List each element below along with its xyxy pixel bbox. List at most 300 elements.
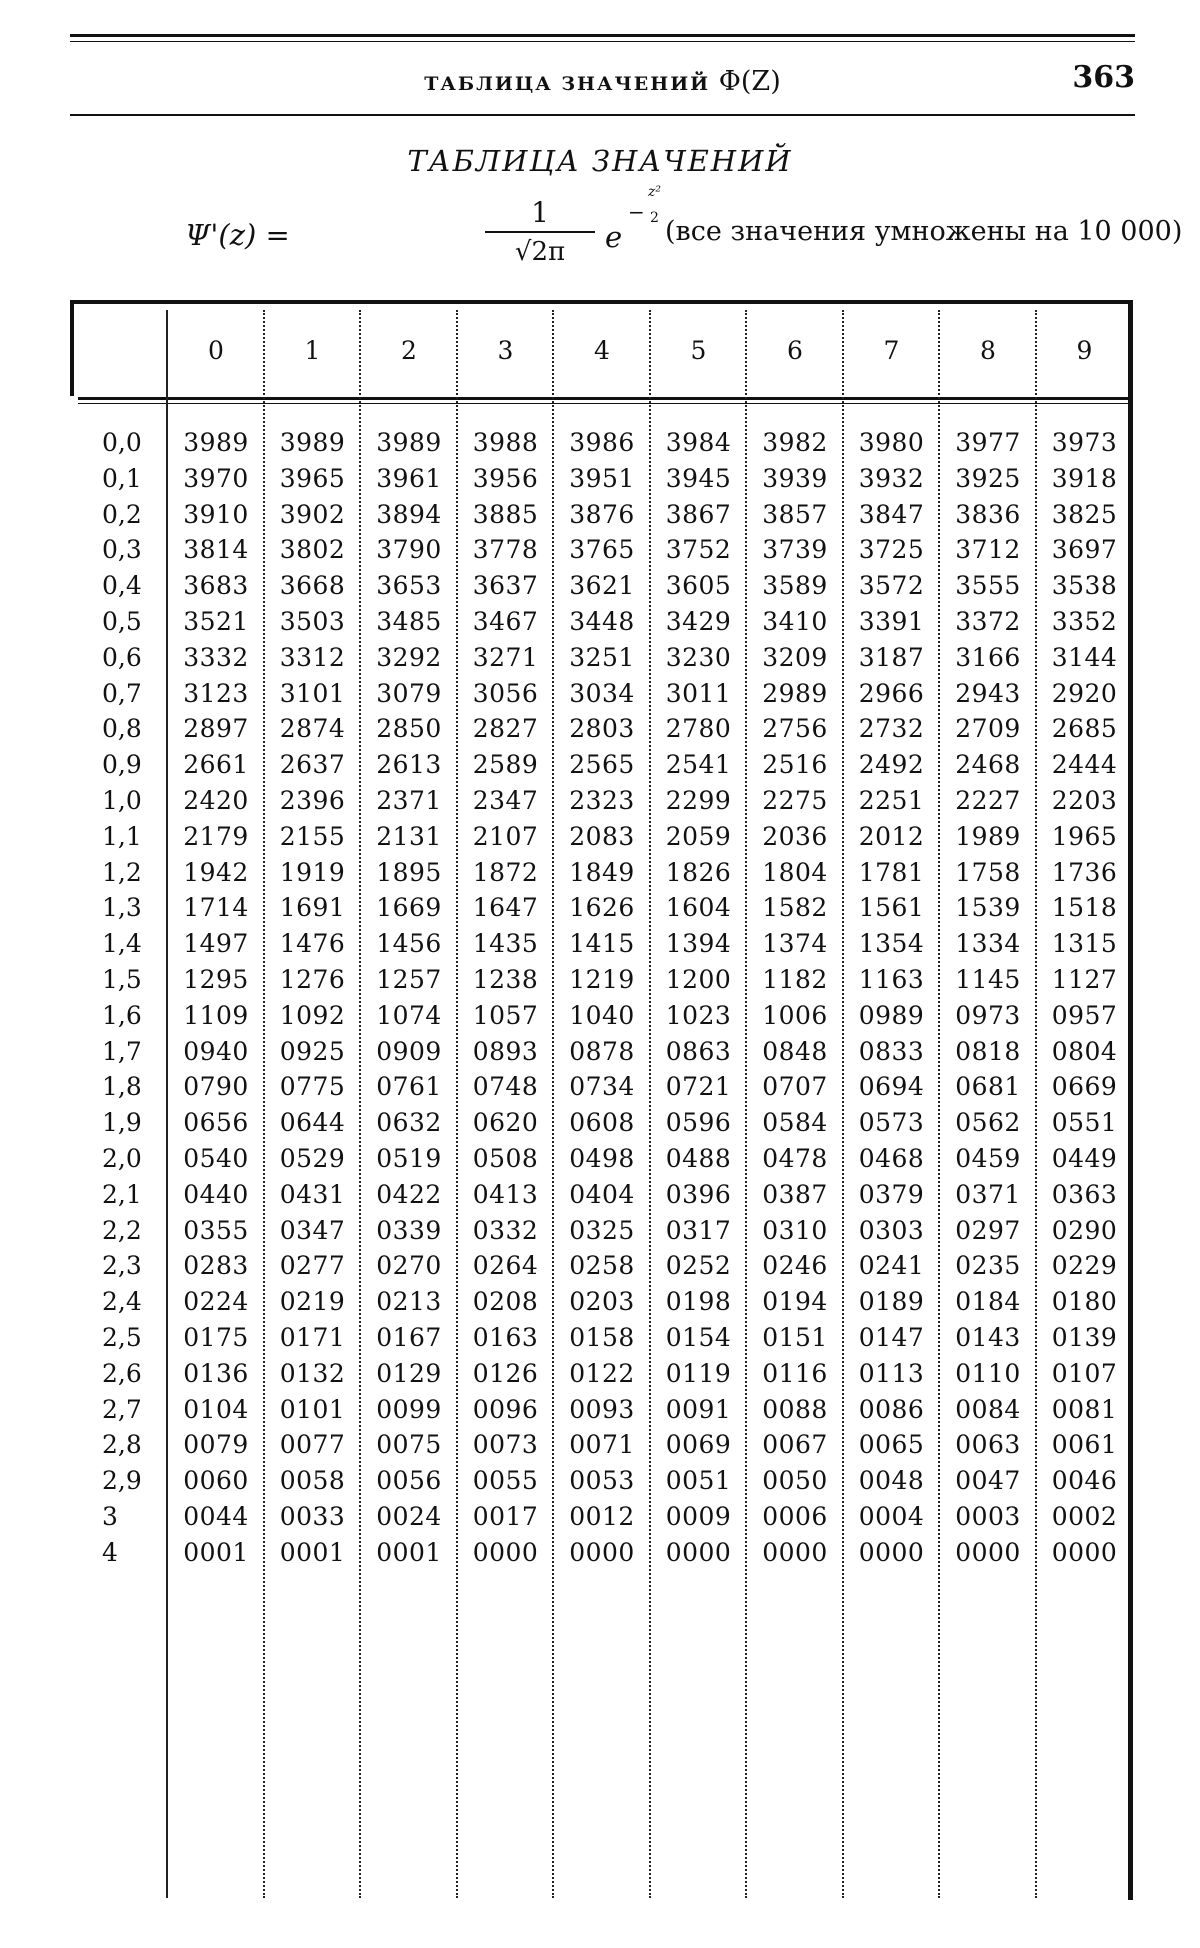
- table-cell: 1561: [858, 893, 925, 923]
- table-cell: 0303: [858, 1215, 925, 1245]
- row-label: 2,6: [102, 1358, 142, 1388]
- table-row: [70, 750, 1133, 786]
- values-table: [70, 300, 1133, 1900]
- table-cell: 0519: [376, 1144, 442, 1173]
- row-label: 0,5: [102, 607, 142, 636]
- table-cell: 3814: [183, 535, 249, 565]
- table-cell: 2155: [279, 821, 346, 851]
- table-cell: 1074: [376, 1000, 442, 1030]
- formula-exp-denominator: 2: [650, 210, 659, 226]
- table-cell: 0632: [376, 1108, 442, 1138]
- row-label: 1,0: [102, 786, 142, 815]
- table-cell: 3894: [376, 499, 442, 529]
- table-cell: 2299: [665, 786, 732, 815]
- table-cell: 3230: [665, 642, 732, 672]
- table-cell: 0001: [183, 1537, 249, 1567]
- table-cell: 1582: [762, 893, 828, 923]
- table-cell: 2920: [1051, 678, 1118, 708]
- row-label: 1,3: [102, 893, 142, 923]
- table-cell: 1145: [955, 965, 1021, 994]
- table-cell: 0644: [279, 1108, 346, 1138]
- table-cell: 0048: [858, 1466, 925, 1496]
- table-cell: 0246: [762, 1251, 828, 1281]
- table-cell: 0047: [955, 1466, 1021, 1496]
- table-row: [70, 464, 1133, 500]
- table-cell: 3932: [858, 463, 925, 493]
- table-row: [70, 1359, 1133, 1395]
- table-cell: 0973: [955, 1000, 1021, 1030]
- running-title-text: ТАБЛИЦА ЗНАЧЕНИЙ: [424, 73, 711, 95]
- table-cell: 2012: [858, 821, 925, 851]
- table-cell: 0878: [569, 1036, 635, 1066]
- table-cell: 1435: [472, 929, 539, 959]
- table-cell: 0091: [665, 1394, 732, 1424]
- table-cell: 0584: [762, 1108, 828, 1138]
- table-cell: 0077: [279, 1430, 346, 1460]
- table-cell: 1714: [183, 893, 249, 923]
- table-cell: 0012: [569, 1502, 635, 1531]
- table-cell: 1295: [183, 965, 249, 994]
- table-cell: 0147: [858, 1323, 925, 1352]
- row-label: 3: [102, 1502, 118, 1531]
- table-cell: 1497: [183, 929, 249, 959]
- table-cell: 1334: [955, 929, 1021, 959]
- table-cell: 3739: [762, 535, 828, 565]
- row-label: 1,1: [102, 821, 142, 851]
- table-cell: 0396: [665, 1179, 732, 1209]
- table-cell: 3988: [472, 428, 539, 457]
- table-cell: 0163: [472, 1323, 539, 1352]
- table-cell: 0194: [762, 1287, 828, 1317]
- table-cell: 1736: [1051, 857, 1118, 887]
- table-cell: 1315: [1051, 929, 1118, 959]
- table-cell: 3209: [762, 642, 828, 672]
- column-header: 8: [980, 336, 996, 365]
- page-number: 363: [1072, 60, 1135, 95]
- table-cell: 1942: [183, 857, 249, 887]
- table-row: [70, 1251, 1133, 1287]
- table-cell: 2179: [183, 821, 249, 851]
- table-cell: 0387: [762, 1179, 828, 1209]
- table-cell: 0264: [472, 1251, 539, 1281]
- table-cell: 2227: [955, 786, 1021, 815]
- table-cell: 0413: [472, 1179, 539, 1209]
- column-header: 9: [1076, 336, 1093, 365]
- table-cell: 3144: [1051, 642, 1118, 672]
- table-title: ТАБЛИЦА ЗНАЧЕНИЙ: [407, 144, 793, 178]
- table-cell: 1647: [472, 893, 539, 923]
- table-cell: 0000: [955, 1537, 1021, 1567]
- table-cell: 3939: [762, 463, 828, 493]
- table-row: [70, 1108, 1133, 1144]
- table-cell: 3683: [183, 571, 249, 601]
- table-cell: 3621: [569, 571, 635, 601]
- table-cell: 2516: [762, 750, 828, 780]
- table-cell: 3885: [472, 499, 539, 529]
- table-cell: 2780: [665, 714, 732, 744]
- column-header: 4: [594, 336, 610, 365]
- column-header: 6: [787, 336, 803, 365]
- table-cell: 0925: [279, 1036, 346, 1066]
- formula-fraction-numerator: 1: [531, 196, 549, 229]
- row-label: 2,2: [102, 1215, 142, 1245]
- table-cell: 0154: [665, 1323, 732, 1352]
- table-cell: 0203: [569, 1287, 635, 1317]
- table-cell: 0229: [1051, 1251, 1118, 1281]
- row-label: 1,2: [102, 857, 142, 887]
- table-cell: 3391: [858, 607, 925, 636]
- table-cell: 0003: [955, 1502, 1021, 1531]
- table-cell: 3989: [183, 428, 249, 457]
- table-cell: 2874: [279, 714, 346, 744]
- table-cell: 0056: [376, 1466, 442, 1496]
- table-cell: 0355: [183, 1215, 249, 1245]
- table-cell: 0656: [183, 1108, 249, 1138]
- table-cell: 2059: [665, 821, 732, 851]
- table-cell: 1200: [665, 965, 732, 994]
- table-cell: 0000: [1051, 1537, 1118, 1567]
- table-cell: 0317: [665, 1215, 732, 1245]
- table-cell: 0061: [1051, 1430, 1118, 1460]
- formula-exp-numerator: z²: [648, 184, 661, 200]
- table-cell: 1758: [955, 857, 1021, 887]
- table-cell: 1804: [762, 857, 828, 887]
- table-cell: 0620: [472, 1108, 539, 1138]
- column-header: 3: [497, 336, 514, 365]
- table-cell: 0540: [183, 1144, 249, 1173]
- table-cell: 0063: [955, 1430, 1021, 1460]
- table-cell: 0122: [569, 1358, 635, 1388]
- formula-fraction: [485, 196, 595, 267]
- table-cell: 0440: [183, 1179, 249, 1209]
- table-cell: 3790: [376, 535, 442, 565]
- table-cell: 3945: [665, 463, 732, 493]
- table-cell: 3825: [1051, 499, 1118, 529]
- table-cell: 0863: [665, 1036, 732, 1066]
- table-cell: 3918: [1051, 463, 1118, 493]
- table-cell: 1276: [279, 965, 346, 994]
- table-cell: 0235: [955, 1251, 1021, 1281]
- table-cell: 0075: [376, 1430, 442, 1460]
- table-cell: 2756: [762, 714, 828, 744]
- table-row: [70, 1502, 1133, 1538]
- table-cell: 3970: [183, 463, 249, 493]
- table-cell: 0208: [472, 1287, 539, 1317]
- table-row: [70, 929, 1133, 965]
- table-cell: 0669: [1051, 1072, 1118, 1102]
- table-cell: 2083: [569, 821, 635, 851]
- table-cell: 0573: [858, 1108, 925, 1138]
- column-header: 2: [401, 336, 417, 365]
- table-cell: 0219: [279, 1287, 346, 1317]
- table-cell: 1989: [955, 821, 1021, 851]
- table-cell: 0175: [183, 1323, 249, 1352]
- table-cell: 0332: [472, 1215, 539, 1245]
- table-row: [70, 535, 1133, 571]
- table-cell: 2661: [183, 750, 249, 780]
- table-cell: 2203: [1051, 786, 1118, 815]
- table-cell: 1518: [1051, 893, 1118, 923]
- table-cell: 1109: [183, 1000, 249, 1030]
- table-cell: 0596: [665, 1108, 732, 1138]
- table-cell: 3034: [569, 678, 635, 708]
- table-cell: 3101: [279, 678, 346, 708]
- table-cell: 0099: [376, 1394, 442, 1424]
- table-cell: 0283: [183, 1251, 249, 1281]
- table-cell: 1826: [665, 857, 732, 887]
- row-label: 1,7: [102, 1036, 142, 1066]
- table-cell: 3589: [762, 571, 828, 601]
- table-cell: 0224: [183, 1287, 249, 1317]
- table-cell: 0270: [376, 1251, 442, 1281]
- table-cell: 1895: [376, 857, 442, 887]
- table-cell: 0001: [279, 1537, 346, 1567]
- table-cell: 0006: [762, 1502, 828, 1531]
- table-cell: 3961: [376, 463, 442, 493]
- table-cell: 0818: [955, 1036, 1021, 1066]
- table-cell: 0449: [1051, 1144, 1118, 1173]
- table-cell: 0422: [376, 1179, 442, 1209]
- table-cell: 0277: [279, 1251, 346, 1281]
- table-cell: 3372: [955, 607, 1021, 636]
- table-cell: 0065: [858, 1430, 925, 1460]
- table-cell: 3187: [858, 642, 925, 672]
- row-label: 0,7: [102, 678, 142, 708]
- table-cell: 0017: [472, 1502, 539, 1531]
- table-cell: 0081: [1051, 1394, 1118, 1424]
- table-row: [70, 607, 1133, 643]
- table-cell: 2275: [762, 786, 828, 815]
- table-cell: 0734: [569, 1072, 635, 1102]
- table-cell: 3448: [569, 607, 635, 636]
- table-cell: 0363: [1051, 1179, 1118, 1209]
- table-cell: 0721: [665, 1072, 732, 1102]
- table-cell: 0184: [955, 1287, 1021, 1317]
- table-cell: 3056: [472, 678, 539, 708]
- table-cell: 0000: [858, 1537, 925, 1567]
- column-header: 1: [304, 336, 321, 365]
- table-cell: 0459: [955, 1144, 1021, 1173]
- table-cell: 1476: [279, 929, 346, 959]
- table-row: [70, 500, 1133, 536]
- table-cell: 0775: [279, 1072, 346, 1102]
- table-cell: 0024: [376, 1502, 442, 1531]
- row-label: 0,3: [102, 535, 142, 565]
- table-cell: 0093: [569, 1394, 635, 1424]
- header-separator: [78, 397, 1128, 400]
- row-label: 2,7: [102, 1394, 142, 1424]
- table-cell: 3902: [279, 499, 346, 529]
- table-cell: 3521: [183, 607, 249, 636]
- table-cell: 1394: [665, 929, 732, 959]
- table-row: [70, 822, 1133, 858]
- row-label: 1,9: [102, 1108, 142, 1138]
- table-cell: 0957: [1051, 1000, 1118, 1030]
- table-cell: 2732: [858, 714, 925, 744]
- table-cell: 2989: [762, 678, 828, 708]
- table-cell: 3910: [183, 499, 249, 529]
- table-cell: 0086: [858, 1394, 925, 1424]
- table-cell: 0101: [279, 1394, 346, 1424]
- table-cell: 2897: [183, 714, 249, 744]
- table-cell: 3312: [279, 642, 346, 672]
- table-cell: 0151: [762, 1323, 828, 1352]
- row-label: 4: [102, 1537, 118, 1567]
- table-row: [70, 1538, 1133, 1574]
- table-cell: 0241: [858, 1251, 925, 1281]
- table-row: [70, 428, 1133, 464]
- table-cell: 2613: [376, 750, 442, 780]
- table-cell: 3925: [955, 463, 1021, 493]
- table-row: [70, 643, 1133, 679]
- table-cell: 0508: [472, 1144, 539, 1173]
- table-cell: 1040: [569, 1000, 635, 1030]
- table-cell: 0379: [858, 1179, 925, 1209]
- table-cell: 0088: [762, 1394, 828, 1424]
- table-frame-top: [70, 300, 1133, 304]
- table-cell: 0258: [569, 1251, 635, 1281]
- table-cell: 0468: [858, 1144, 925, 1173]
- table-cell: 0940: [183, 1036, 249, 1066]
- table-cell: 0000: [472, 1537, 539, 1567]
- table-row: [70, 1180, 1133, 1216]
- table-cell: 0989: [858, 1000, 925, 1030]
- table-cell: 0562: [955, 1108, 1021, 1138]
- table-cell: 3503: [279, 607, 346, 636]
- table-cell: 0707: [762, 1072, 828, 1102]
- table-cell: 2131: [376, 821, 442, 851]
- table-cell: 1023: [665, 1000, 732, 1030]
- table-cell: 0478: [762, 1144, 828, 1173]
- table-cell: 0136: [183, 1358, 249, 1388]
- table-cell: 0119: [665, 1358, 732, 1388]
- table-cell: 0252: [665, 1251, 732, 1281]
- table-cell: 3802: [279, 535, 346, 565]
- table-row: [70, 893, 1133, 929]
- table-cell: 3292: [376, 642, 442, 672]
- table-cell: 1127: [1051, 965, 1118, 994]
- table-cell: 2347: [472, 786, 539, 815]
- table-cell: 0167: [376, 1323, 442, 1352]
- table-cell: 3982: [762, 428, 828, 457]
- table-cell: 0060: [183, 1466, 249, 1496]
- table-cell: 0113: [858, 1358, 925, 1388]
- table-cell: 3538: [1051, 571, 1118, 601]
- row-label: 0,6: [102, 642, 142, 672]
- table-cell: 0004: [858, 1502, 925, 1531]
- table-cell: 1539: [955, 893, 1021, 923]
- table-cell: 0833: [858, 1036, 925, 1066]
- table-cell: 2396: [279, 786, 346, 815]
- table-cell: 0198: [665, 1287, 732, 1317]
- table-row: [70, 1287, 1133, 1323]
- row-label: 0,2: [102, 499, 142, 529]
- table-cell: 0909: [376, 1036, 442, 1066]
- table-cell: 3653: [376, 571, 442, 601]
- table-cell: 1669: [376, 893, 442, 923]
- table-cell: 1057: [472, 1000, 539, 1030]
- table-cell: 2420: [183, 786, 249, 815]
- table-cell: 1965: [1051, 821, 1118, 851]
- running-title-function: Φ(Z): [718, 66, 781, 97]
- table-cell: 0339: [376, 1215, 442, 1245]
- table-cell: 0046: [1051, 1466, 1118, 1496]
- formula-fraction-denominator: √2π: [514, 237, 566, 267]
- table-cell: 2589: [472, 750, 539, 780]
- table-cell: 3410: [762, 607, 828, 636]
- table-cell: 0116: [762, 1358, 828, 1388]
- density-formula: [170, 184, 1183, 288]
- table-cell: 3467: [472, 607, 539, 636]
- table-cell: 2492: [858, 750, 925, 780]
- table-cell: 0104: [183, 1394, 249, 1424]
- table-cell: 1626: [569, 893, 635, 923]
- table-row: [70, 1430, 1133, 1466]
- table-row: [70, 1323, 1133, 1359]
- table-row: [70, 1001, 1133, 1037]
- table-cell: 2850: [376, 714, 442, 744]
- table-cell: 3836: [955, 499, 1021, 529]
- row-label: 0,9: [102, 750, 142, 780]
- table-cell: 0129: [376, 1358, 442, 1388]
- table-cell: 3637: [472, 571, 539, 601]
- table-cell: 2709: [955, 714, 1021, 744]
- table-cell: 1163: [858, 965, 925, 994]
- table-cell: 3123: [183, 678, 249, 708]
- table-cell: 3251: [569, 642, 635, 672]
- table-cell: 1849: [569, 857, 635, 887]
- header-separator-thin: [78, 403, 1128, 404]
- table-cell: 3989: [279, 428, 346, 457]
- table-cell: 1374: [762, 929, 828, 959]
- table-cell: 3973: [1051, 428, 1118, 457]
- table-cell: 0893: [472, 1036, 539, 1066]
- table-cell: 1919: [279, 857, 346, 887]
- table-cell: 3605: [665, 571, 732, 601]
- table-cell: 0498: [569, 1144, 635, 1173]
- table-cell: 3977: [955, 428, 1021, 457]
- table-cell: 0213: [376, 1287, 442, 1317]
- row-label: 1,4: [102, 929, 142, 959]
- table-cell: 1604: [665, 893, 732, 923]
- table-cell: 0488: [665, 1144, 732, 1173]
- formula-exp-minus: −: [628, 200, 645, 224]
- table-cell: 2565: [569, 750, 635, 780]
- table-frame-left: [70, 300, 74, 396]
- table-cell: 2803: [569, 714, 635, 744]
- table-cell: 0067: [762, 1430, 828, 1460]
- table-row: [70, 1216, 1133, 1252]
- table-cell: 0132: [279, 1358, 346, 1388]
- table-cell: 1182: [762, 965, 828, 994]
- table-cell: 1456: [376, 929, 442, 959]
- top-rule-thin: [70, 41, 1135, 42]
- table-cell: 3555: [955, 571, 1021, 601]
- table-cell: 0848: [762, 1036, 828, 1066]
- table-cell: 3867: [665, 499, 732, 529]
- row-label: 1,8: [102, 1072, 142, 1102]
- table-cell: 1092: [279, 1000, 346, 1030]
- table-cell: 2943: [955, 678, 1021, 708]
- table-cell: 0804: [1051, 1036, 1118, 1066]
- table-cell: 0001: [376, 1537, 442, 1567]
- table-cell: 0694: [858, 1072, 925, 1102]
- table-cell: 1257: [376, 965, 442, 994]
- row-label: 2,0: [102, 1144, 142, 1173]
- table-cell: 3876: [569, 499, 635, 529]
- table-row: [70, 679, 1133, 715]
- table-cell: 0107: [1051, 1358, 1118, 1388]
